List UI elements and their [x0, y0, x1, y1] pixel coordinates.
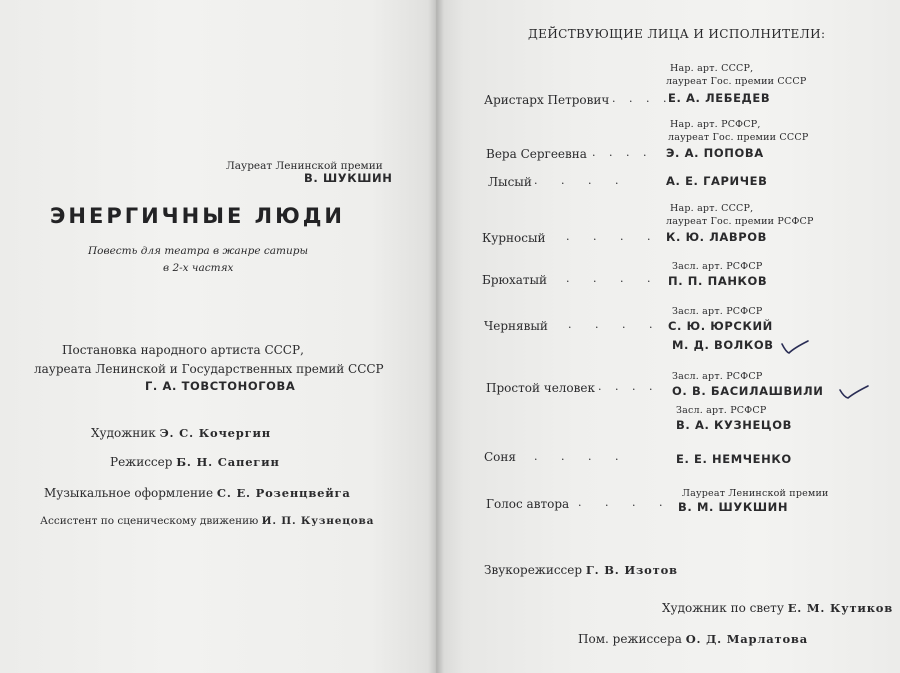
- actor-title: Засл. арт. РСФСР: [672, 306, 763, 317]
- credit-name: Б. Н. Сапегин: [176, 455, 280, 469]
- leader-dots: . . . .: [566, 272, 661, 285]
- right-page: [436, 0, 900, 673]
- credit-role: Художник: [91, 426, 156, 440]
- actor-title: Засл. арт. РСФСР: [672, 371, 763, 382]
- play-title: ЭНЕРГИЧНЫЕ ЛЮДИ: [50, 204, 346, 228]
- author-name: В. ШУКШИН: [304, 171, 393, 185]
- credit-role: Музыкальное оформление: [44, 486, 214, 500]
- leader-dots: . . . .: [612, 92, 672, 105]
- credit-name: Э. С. Кочергин: [159, 426, 272, 440]
- role-name: Голос автора: [486, 497, 570, 511]
- credit-designer: [91, 427, 271, 440]
- crew-role: Звукорежиссер: [484, 563, 583, 577]
- role-name: Лысый: [488, 175, 532, 189]
- leader-dots: . . . .: [534, 450, 629, 463]
- credit-movement: [40, 516, 374, 527]
- actor-title: Нар. арт. СССР,: [670, 63, 754, 74]
- role-name: Соня: [484, 450, 516, 464]
- staging-line-2: лауреата Ленинской и Государственных премий СССР: [34, 362, 384, 376]
- leader-dots: . . . .: [566, 230, 661, 243]
- credit-role: Ассистент по сценическому движению: [40, 515, 259, 527]
- actor-name-alt: М. Д. ВОЛКОВ: [672, 338, 774, 352]
- credit-music: [44, 487, 351, 500]
- actor-name: С. Ю. ЮРСКИЙ: [668, 319, 773, 333]
- crew-lighting: [662, 602, 893, 615]
- checkmark-icon: [838, 382, 870, 402]
- actor-name: А. Е. ГАРИЧЕВ: [666, 174, 768, 188]
- actor-title: Нар. арт. СССР,: [670, 203, 754, 214]
- staging-line-1: Постановка народного артиста СССР,: [62, 343, 304, 357]
- role-name: Брюхатый: [482, 273, 548, 287]
- actor-name: К. Ю. ЛАВРОВ: [666, 230, 768, 244]
- actor-title: Засл. арт. РСФСР: [672, 261, 763, 272]
- actor-name: О. В. БАСИЛАШВИЛИ: [672, 384, 824, 398]
- actor-name: Е. А. ЛЕБЕДЕВ: [668, 91, 771, 105]
- actor-name-alt: В. А. КУЗНЕЦОВ: [676, 418, 792, 432]
- leader-dots: . . . .: [592, 146, 652, 159]
- actor-title: лауреат Гос. премии РСФСР: [666, 216, 814, 227]
- leader-dots: . . . .: [568, 318, 663, 331]
- actor-name: П. П. ПАНКОВ: [668, 274, 768, 288]
- cast-heading: ДЕЙСТВУЮЩИЕ ЛИЦА И ИСПОЛНИТЕЛИ:: [528, 27, 826, 41]
- actor-title: лауреат Гос. премии СССР: [668, 132, 809, 143]
- credit-role: Режиссер: [110, 455, 173, 469]
- leader-dots: . . . .: [534, 174, 629, 187]
- role-name: Простой человек: [486, 381, 596, 395]
- crew-role: Пом. режиссера: [578, 632, 682, 646]
- actor-name: Э. А. ПОПОВА: [666, 146, 764, 160]
- left-page: [0, 0, 436, 673]
- crew-name: О. Д. Марлатова: [685, 632, 808, 646]
- laureate-line: Лауреат Ленинской премии: [226, 160, 383, 172]
- leader-dots: . . . .: [598, 380, 658, 393]
- crew-sound: [484, 564, 678, 577]
- role-name: Вера Сергеевна: [486, 147, 587, 161]
- credit-name: И. П. Кузнецова: [261, 515, 375, 527]
- crew-name: Е. М. Кутиков: [787, 601, 894, 615]
- credit-name: С. Е. Розенцвейга: [216, 486, 351, 500]
- crew-role: Художник по свету: [662, 601, 784, 615]
- actor-name: В. М. ШУКШИН: [678, 500, 789, 514]
- credit-director: [110, 456, 280, 469]
- actor-name: Е. Е. НЕМЧЕНКО: [676, 452, 792, 466]
- actor-title: лауреат Гос. премии СССР: [666, 76, 807, 87]
- crew-assistant: [578, 633, 808, 646]
- play-subtitle: Повесть для театра в жанре сатиры: [88, 245, 308, 257]
- leader-dots: . . . .: [578, 496, 673, 509]
- role-name: Чернявый: [484, 319, 548, 333]
- actor-title: Лауреат Ленинской премии: [682, 488, 829, 499]
- play-subtitle-parts: в 2-х частях: [163, 262, 234, 274]
- role-name: Аристарх Петрович: [484, 93, 610, 107]
- actor-title: Засл. арт. РСФСР: [676, 405, 767, 416]
- director-name: Г. А. ТОВСТОНОГОВА: [145, 379, 296, 393]
- crew-name: Г. В. Изотов: [585, 563, 678, 577]
- page-gutter: [428, 0, 444, 673]
- actor-title: Нар. арт. РСФСР,: [670, 119, 761, 130]
- checkmark-icon: [780, 338, 810, 356]
- role-name: Курносый: [482, 231, 546, 245]
